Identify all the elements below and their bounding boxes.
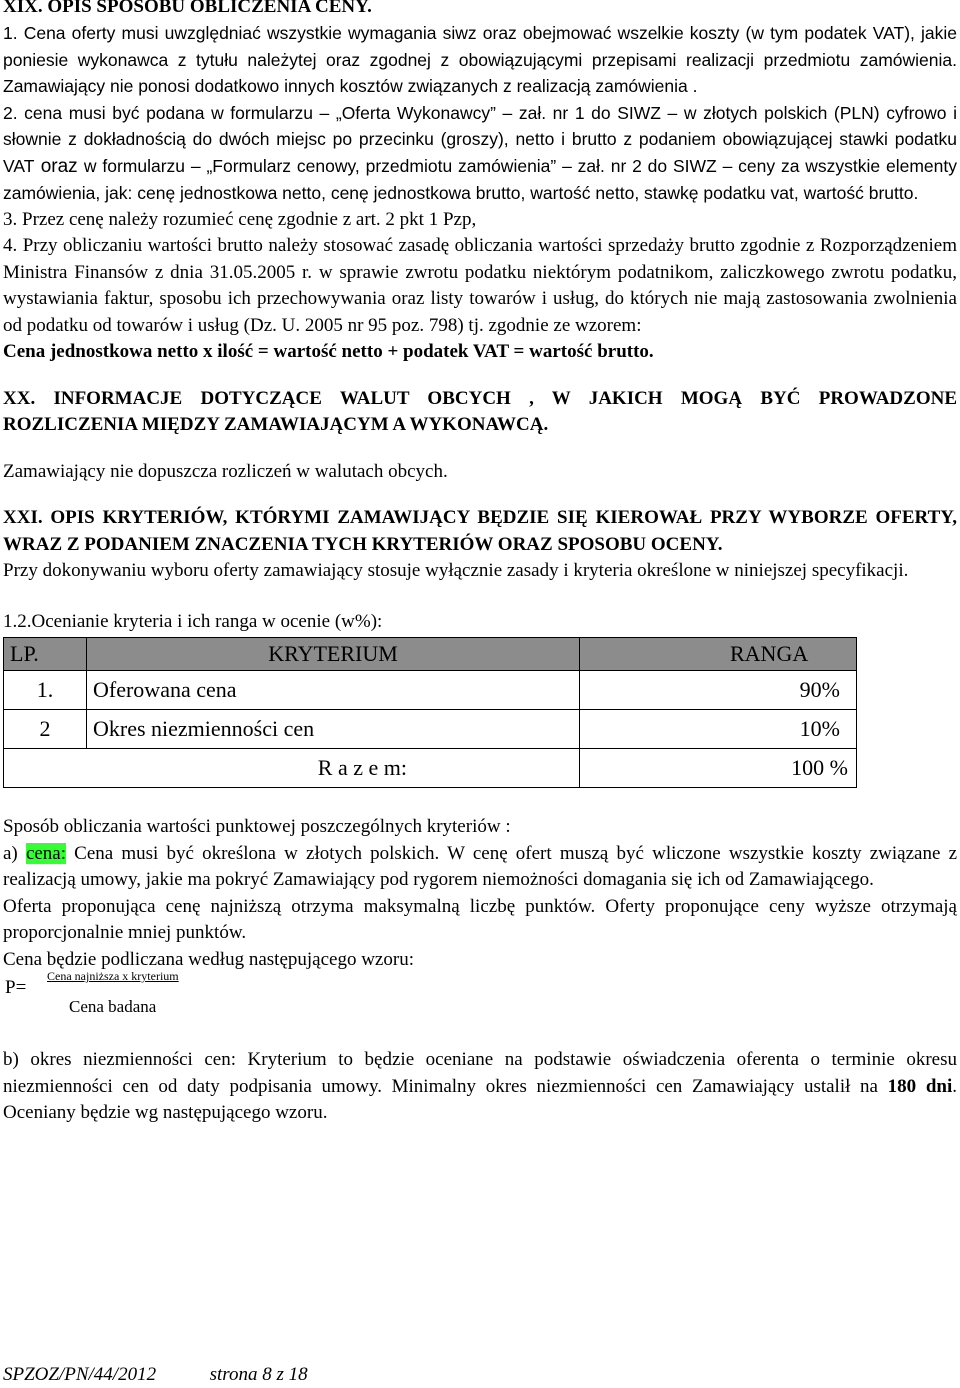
section-20-heading: XX. INFORMACJE DOTYCZĄCE WALUT OBCYCH , W JAKICH MOGĄ BYĆ PROWADZONE ROZLICZENIA MIĘDZY ZAMAWIAJĄCYM A WYKONAWCĄ. xyxy=(3,387,957,435)
criterion-b: b) okres niezmienności cen: Kryterium to będzie oceniane na podstawie oświadczenia oferenta o terminie okresu niezmienności cen od daty podpisania umowy. Minimalny okres niezmienności cen Zamawiający ustalił na 180 dni. Oceniany będzie wg następującego wzoru. xyxy=(3,1049,957,1123)
criterion-a-text-3: Cena będzie podliczana według następującego wzoru: xyxy=(3,948,414,970)
page-number: strona 8 z 18 xyxy=(209,1364,308,1385)
sec20-text: Zamawiający nie dopuszcza rozliczeń w walutach obcych. xyxy=(3,460,448,482)
document-reference: SPZOZ/PN/44/2012 xyxy=(3,1364,157,1385)
header-rank: RANGA xyxy=(580,638,857,671)
price-highlight: cena: xyxy=(25,842,67,864)
document-page xyxy=(3,0,957,1127)
days-value: 180 dni xyxy=(887,1075,953,1097)
sec19-paragraph-2: 2. cena musi być podana w formularzu – „Oferta Wykonawcy” – zał. nr 1 do SIWZ – w złotych polskich (PLN) cyfrowo i słownie z dokładnością do dwóch miejsc po przecinku (groszy), netto i brutto z podaniem obowiązującej stawki podatku VAT oraz w formularzu – „Formularz cenowy, przedmiotu zamówienia” – zał. nr 2 do SIWZ – ceny za wszystkie elementy zamówienia, jak: cenę jednostkowa netto, cenę jednostkowa brutto, wartość netto, stawkę podatku vat, wartość brutto. xyxy=(3,102,957,203)
total-label: R a z e m: xyxy=(4,749,580,788)
table-row xyxy=(4,710,857,749)
header-criterion: KRYTERIUM xyxy=(87,638,580,671)
row-lp: 2 xyxy=(4,710,87,749)
table-total-row xyxy=(4,749,857,788)
criterion-a: a) cena: Cena musi być określona w złotych polskich. W cenę ofert muszą być wliczone wszystkie koszty związane z realizacją umowy, jakie ma pokryć Zamawiający pod rygorem niemożności domagania się ich od Zamawiającego. xyxy=(3,842,958,890)
criteria-table-caption: 1.2.Ocenianie kryteria i ich ranga w ocenie (w%): xyxy=(3,610,383,632)
formula-numerator: Cena najniższa x kryterium xyxy=(47,969,179,983)
price-formula: Cena jednostkowa netto x ilość = wartość netto + podatek VAT = wartość brutto. xyxy=(3,341,654,362)
row-rank: 10% xyxy=(580,710,857,749)
formula-denominator: Cena badana xyxy=(69,997,157,1016)
total-value: 100 % xyxy=(580,749,857,788)
page-footer xyxy=(3,1364,308,1386)
section-21-heading: XXI. OPIS KRYTERIÓW, KTÓRYMI ZAMAWIJĄCY BĘDZIE SIĘ KIEROWAŁ PRZY WYBORZE OFERTY, WRAZ Z PODANIEM ZNACZENIA TYCH KRYTERIÓW ORAZ SPOSOBU OCENY. xyxy=(3,507,957,555)
row-lp: 1. xyxy=(4,671,87,710)
scoring-intro: Sposób obliczania wartości punktowej poszczególnych kryteriów : xyxy=(3,816,511,837)
table-row xyxy=(4,671,857,710)
sec19-paragraph-4: 4. Przy obliczaniu wartości brutto należy stosować zasadę obliczania wartości sprzedaży brutto zgodnie z Rozporządzeniem Ministra Finansów z dnia 31.05.2005 r. w sprawie zwrotu podatku niektórym podatnikom, zaliczkowego zwrotu podatku, wystawiania faktur, sposobu ich przechowywania oraz listy towarów i usług, do których nie mają zastosowania zwolnienia od podatku od towarów i usług (Dz. U. 2005 nr 95 poz. 798) tj. zgodnie ze wzorem: xyxy=(3,235,957,336)
row-rank: 90% xyxy=(580,671,857,710)
row-criterion: Oferowana cena xyxy=(87,671,580,710)
sec19-paragraph-1: 1. Cena oferty musi uwzględniać wszystkie wymagania siwz oraz obejmować wszelkie koszty (w tym podatek VAT), jakie poniesie wykonawca z tytułu należytej oraz zgodnej z obowiązującymi przepisami realizacji przedmiotu zamówienia. Zamawiający nie ponosi dodatkowo innych kosztów związanych z realizacją zamówienia . xyxy=(3,23,957,96)
criterion-a-text-2: Oferta proponująca cenę najniższą otrzyma maksymalną liczbę punktów. Oferty proponujące ceny wyższe otrzymają proporcjonalnie mniej punktów. xyxy=(3,895,957,943)
section-19-heading: XIX. OPIS SPOSOBU OBLICZENIA CENY. xyxy=(3,0,372,17)
sec21-intro: Przy dokonywaniu wyboru oferty zamawiający stosuje wyłącznie zasady i kryteria określone w niniejszej specyfikacji. xyxy=(3,560,909,581)
criteria-table xyxy=(3,637,857,788)
header-lp: LP. xyxy=(4,638,87,671)
sec19-paragraph-3: 3. Przez cenę należy rozumieć cenę zgodnie z art. 2 pkt 1 Pzp, xyxy=(3,208,477,230)
price-score-formula xyxy=(3,969,957,1043)
row-criterion: Okres niezmienności cen xyxy=(87,710,580,749)
criteria-table-header xyxy=(4,638,857,671)
formula-p: P= xyxy=(5,977,27,998)
